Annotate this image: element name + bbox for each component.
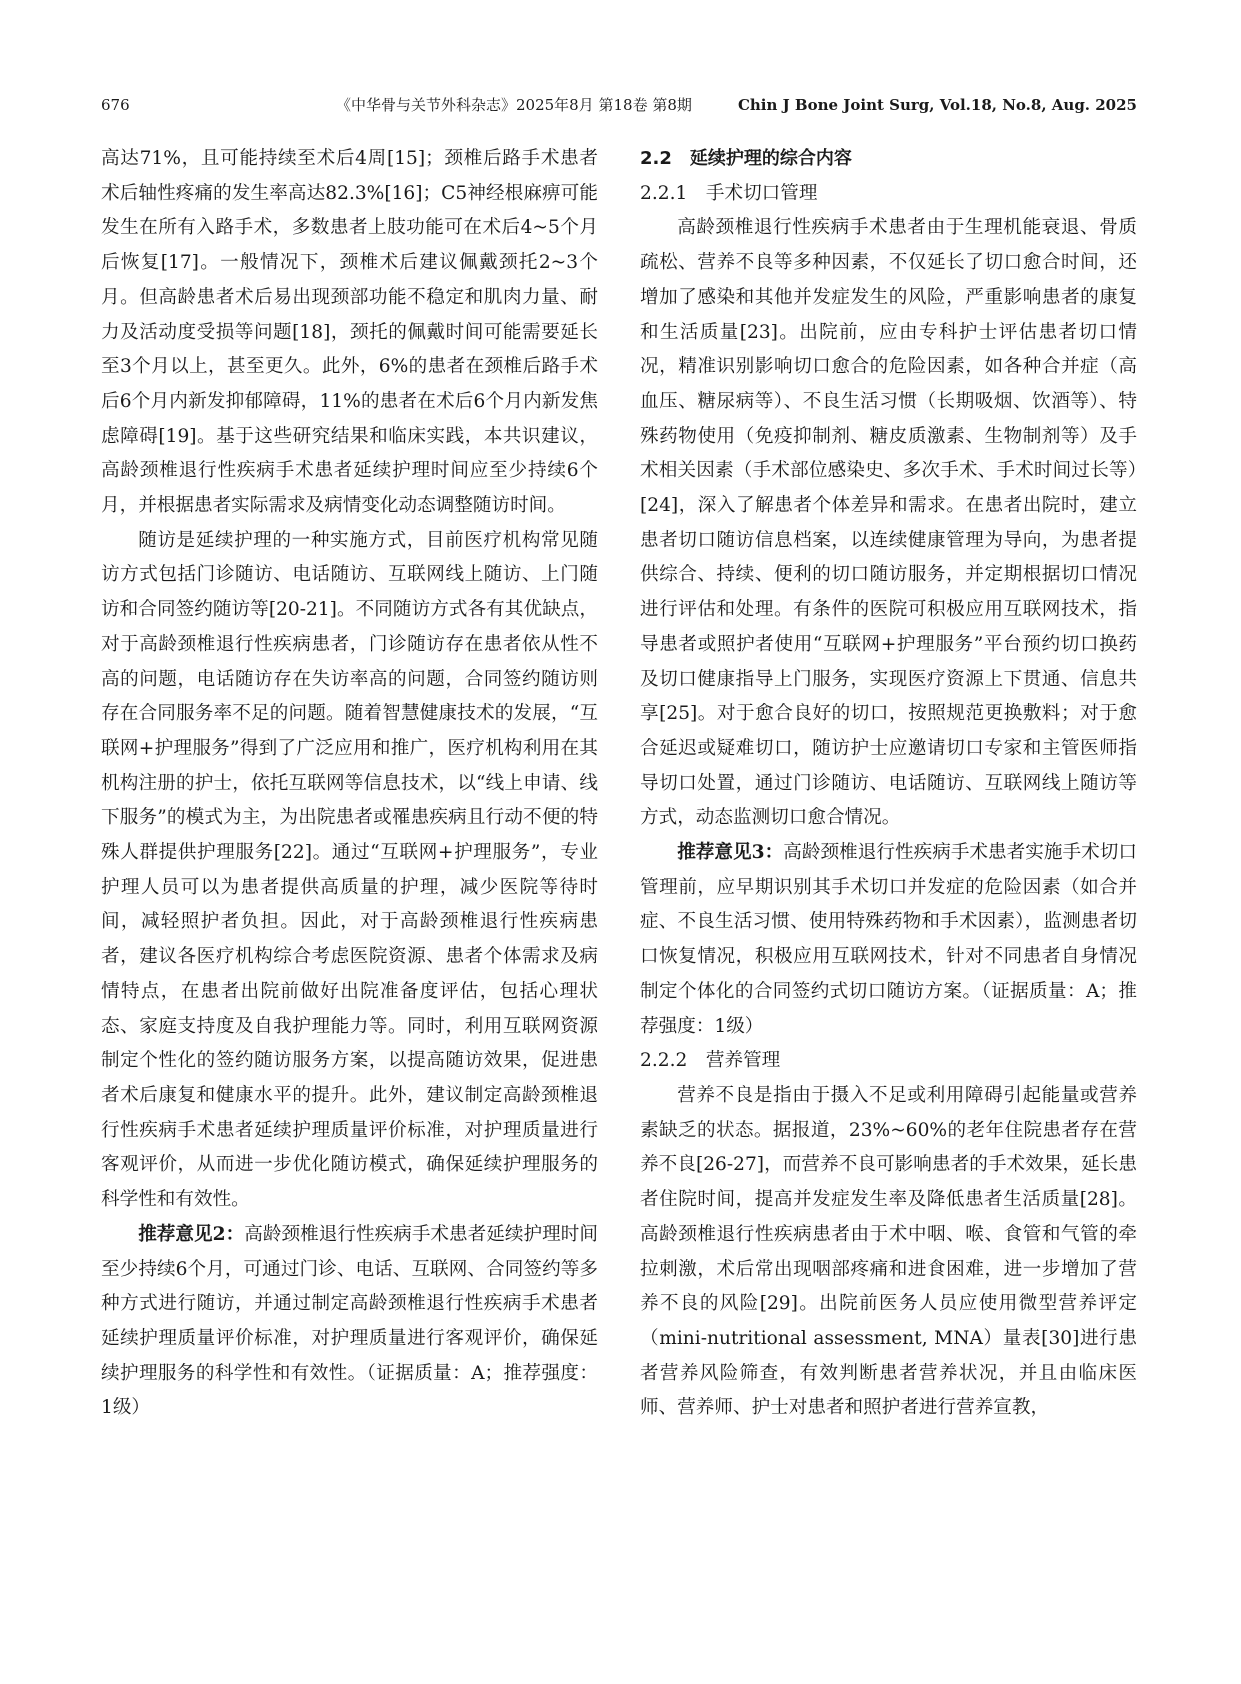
page-number: 676: [101, 96, 130, 114]
recommendation-3: [640, 836, 1137, 1044]
journal-title-en: Chin J Bone Joint Surg, Vol.18, No.8, Aug. 2025: [737, 96, 1137, 114]
subsection-heading: 2.2.2 营养管理: [640, 1050, 781, 1072]
body-paragraph: 高龄颈椎退行性疾病手术患者由于生理机能衰退、骨质疏松、营养不良等多种因素，不仅延长了切口愈合时间，还增加了感染和其他并发症发生的风险，严重影响患者的康复和生活质量[23]。出院前，应由专科护士评估患者切口情况，精准识别影响切口愈合的危险因素，如各种合并症（高血压、糖尿病等）、不良生活习惯（长期吸烟、饮酒等）、特殊药物使用（免疫抑制剂、糖皮质激素、生物制剂等）及手术相关因素（手术部位感染史、多次手术、手术时间过长等）[24]，深入了解患者个体差异和需求。在患者出院时，建立患者切口随访信息档案，以连续健康管理为导向，为患者提供综合、持续、便利的切口随访服务，并定期根据切口情况进行评估和处理。有条件的医院可积极应用互联网技术，指导患者或照护者使用“互联网+护理服务”平台预约切口换药及切口健康指导上门服务，实现医疗资源上下贯通、信息共享[25]。对于愈合良好的切口，按照规范更换敷料；对于愈合延迟或疑难切口，随访护士应邀请切口专家和主管医师指导切口处置，通过门诊随访、电话随访、互联网线上随访等方式，动态监测切口愈合情况。: [640, 217, 1137, 829]
left-column: [101, 142, 598, 1426]
recommendation-text: 高龄颈椎退行性疾病手术患者延续护理时间至少持续6个月，可通过门诊、电话、互联网、合同签约等多种方式进行随访，并通过制定高龄颈椎退行性疾病手术患者延续护理质量评价标准，对护理质量进行客观评价，确保延续护理服务的科学性和有效性。（证据质量：A；推荐强度：1级）: [101, 1223, 598, 1419]
body-paragraph: 营养不良是指由于摄入不足或利用障碍引起能量或营养素缺乏的状态。据报道，23%~60%的老年住院患者存在营养不良[26-27]，而营养不良可影响患者的手术效果，延长患者住院时间，提高并发症发生率及降低患者生活质量[28]。高龄颈椎退行性疾病患者由于术中咽、喉、食管和气管的牵拉刺激，术后常出现咽部疼痛和进食困难，进一步增加了营养不良的风险[29]。出院前医务人员应使用微型营养评定（mini-nutritional assessment, MNA）量表[30]进行患者营养风险筛查，有效判断患者营养状况，并且由临床医师、营养师、护士对患者和照护者进行营养宣教，: [640, 1084, 1137, 1419]
body-paragraph: 高达71%，且可能持续至术后4周[15]；颈椎后路手术患者术后轴性疼痛的发生率高达82.3%[16]；C5神经根麻痹可能发生在所有入路手术，多数患者上肢功能可在术后4~5个月后恢复[17]。一般情况下，颈椎术后建议佩戴颈托2~3个月。但高龄患者术后易出现颈部功能不稳定和肌肉力量、耐力及活动度受损等问题[18]，颈托的佩戴时间可能需要延长至3个月以上，甚至更久。此外，6%的患者在颈椎后路手术后6个月内新发抑郁障碍，11%的患者在术后6个月内新发焦虑障碍[19]。基于这些研究结果和临床实践，本共识建议，高龄颈椎退行性疾病手术患者延续护理时间应至少持续6个月，并根据患者实际需求及病情变化动态调整随访时间。: [101, 148, 598, 517]
body-paragraph: 随访是延续护理的一种实施方式，目前医疗机构常见随访方式包括门诊随访、电话随访、互联网线上随访、上门随访和合同签约随访等[20-21]。不同随访方式各有其优缺点，对于高龄颈椎退行性疾病患者，门诊随访存在患者依从性不高的问题，电话随访存在失访率高的问题，合同签约随访则存在合同服务率不足的问题。随着智慧健康技术的发展，“互联网+护理服务”得到了广泛应用和推广，医疗机构利用在其机构注册的护士，依托互联网等信息技术，以“线上申请、线下服务”的模式为主，为出院患者或罹患疾病且行动不便的特殊人群提供护理服务[22]。通过“互联网+护理服务”，专业护理人员可以为患者提供高质量的护理，减少医院等待时间，减轻照护者负担。因此，对于高龄颈椎退行性疾病患者，建议各医疗机构综合考虑医院资源、患者个体需求及病情特点，在患者出院前做好出院准备度评估，包括心理状态、家庭支持度及自我护理能力等。同时，利用互联网资源制定个性化的签约随访服务方案，以提高随访效果，促进患者术后康复和健康水平的提升。此外，建议制定高龄颈椎退行性疾病手术患者延续护理质量评价标准，对护理质量进行客观评价，从而进一步优化随访模式，确保延续护理服务的科学性和有效性。: [101, 529, 598, 1211]
recommendation-label: 推荐意见3：: [677, 842, 784, 864]
right-column: [640, 142, 1137, 1426]
subsection-heading: 2.2.1 手术切口管理: [640, 182, 818, 204]
page-header: [101, 92, 1137, 118]
recommendation-text: 高龄颈椎退行性疾病手术患者实施手术切口管理前，应早期识别其手术切口并发症的危险因素（如合并症、不良生活习惯、使用特殊药物和手术因素），监测患者切口恢复情况，积极应用互联网技术，针对不同患者自身情况制定个体化的合同签约式切口随访方案。（证据质量：A；推荐强度：1级）: [640, 842, 1137, 1037]
section-heading: 2.2 延续护理的综合内容: [640, 148, 852, 169]
recommendation-2: [101, 1218, 598, 1426]
journal-title-cn: 《中华骨与关节外科杂志》2025年8月 第18卷 第8期: [336, 96, 692, 114]
recommendation-label: 推荐意见2：: [138, 1223, 245, 1245]
